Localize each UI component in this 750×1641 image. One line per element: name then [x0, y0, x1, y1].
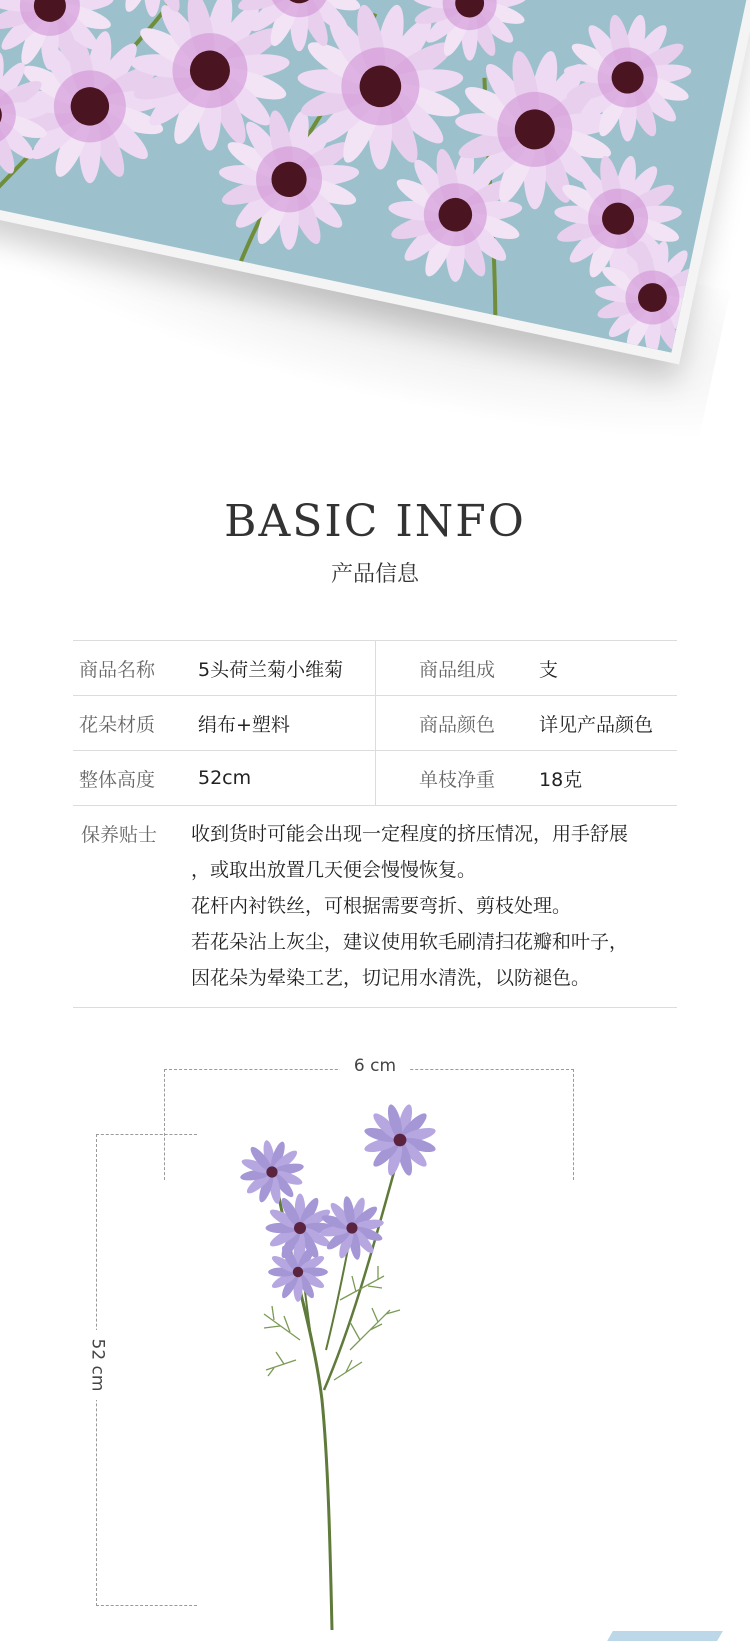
table-row: [73, 696, 677, 751]
care-tips-label: 保养贴士: [81, 824, 158, 846]
width-dimension-label: 6 cm: [340, 1056, 410, 1076]
section-title-en: BASIC INFO: [224, 496, 526, 547]
dimension-illustration: [0, 1040, 750, 1641]
product-name-label: 商品名称: [79, 658, 156, 681]
color-label: 商品颜色: [419, 713, 496, 736]
care-tip-line: ，或取出放置几天便会慢慢恢复。: [191, 859, 477, 881]
table-row: [73, 641, 677, 696]
column-divider: [375, 641, 376, 695]
weight-label: 单枝净重: [419, 768, 496, 791]
care-tip-line: 收到货时可能会出现一定程度的挤压情况，用手舒展: [191, 823, 629, 845]
column-divider: [375, 751, 376, 805]
material-value: 绢布+塑料: [198, 713, 290, 736]
column-divider: [375, 696, 376, 750]
care-tip-line: 若花朵沾上灰尘，建议使用软毛刷清扫花瓣和叶子，: [191, 931, 629, 953]
weight-value: 18克: [539, 768, 583, 791]
product-composition-label: 商品组成: [419, 658, 496, 681]
material-label: 花朵材质: [79, 713, 156, 736]
corner-accent: [607, 1631, 723, 1641]
height-dimension-text: 52 cm: [87, 1338, 108, 1392]
table-row: [73, 751, 677, 806]
product-info-table: [73, 640, 677, 1008]
height-value: 52cm: [198, 767, 252, 789]
height-label: 整体高度: [79, 768, 156, 791]
hero-photo-area: [0, 0, 750, 440]
section-title-cn: 产品信息: [330, 562, 419, 587]
care-tips-row: [73, 806, 677, 1008]
color-value: 详见产品颜色: [539, 713, 654, 736]
care-tip-line: 因花朵为晕染工艺，切记用水清洗，以防褪色。: [191, 967, 591, 989]
height-dimension-label: [72, 1330, 122, 1400]
product-composition-value: 支: [539, 658, 559, 681]
product-name-value: 5头荷兰菊小维菊: [198, 658, 344, 681]
flower-stem-illustration: [240, 1100, 480, 1640]
care-tip-line: 花杆内衬铁丝，可根据需要弯折、剪枝处理。: [191, 895, 572, 917]
care-tips-text: [191, 816, 671, 996]
